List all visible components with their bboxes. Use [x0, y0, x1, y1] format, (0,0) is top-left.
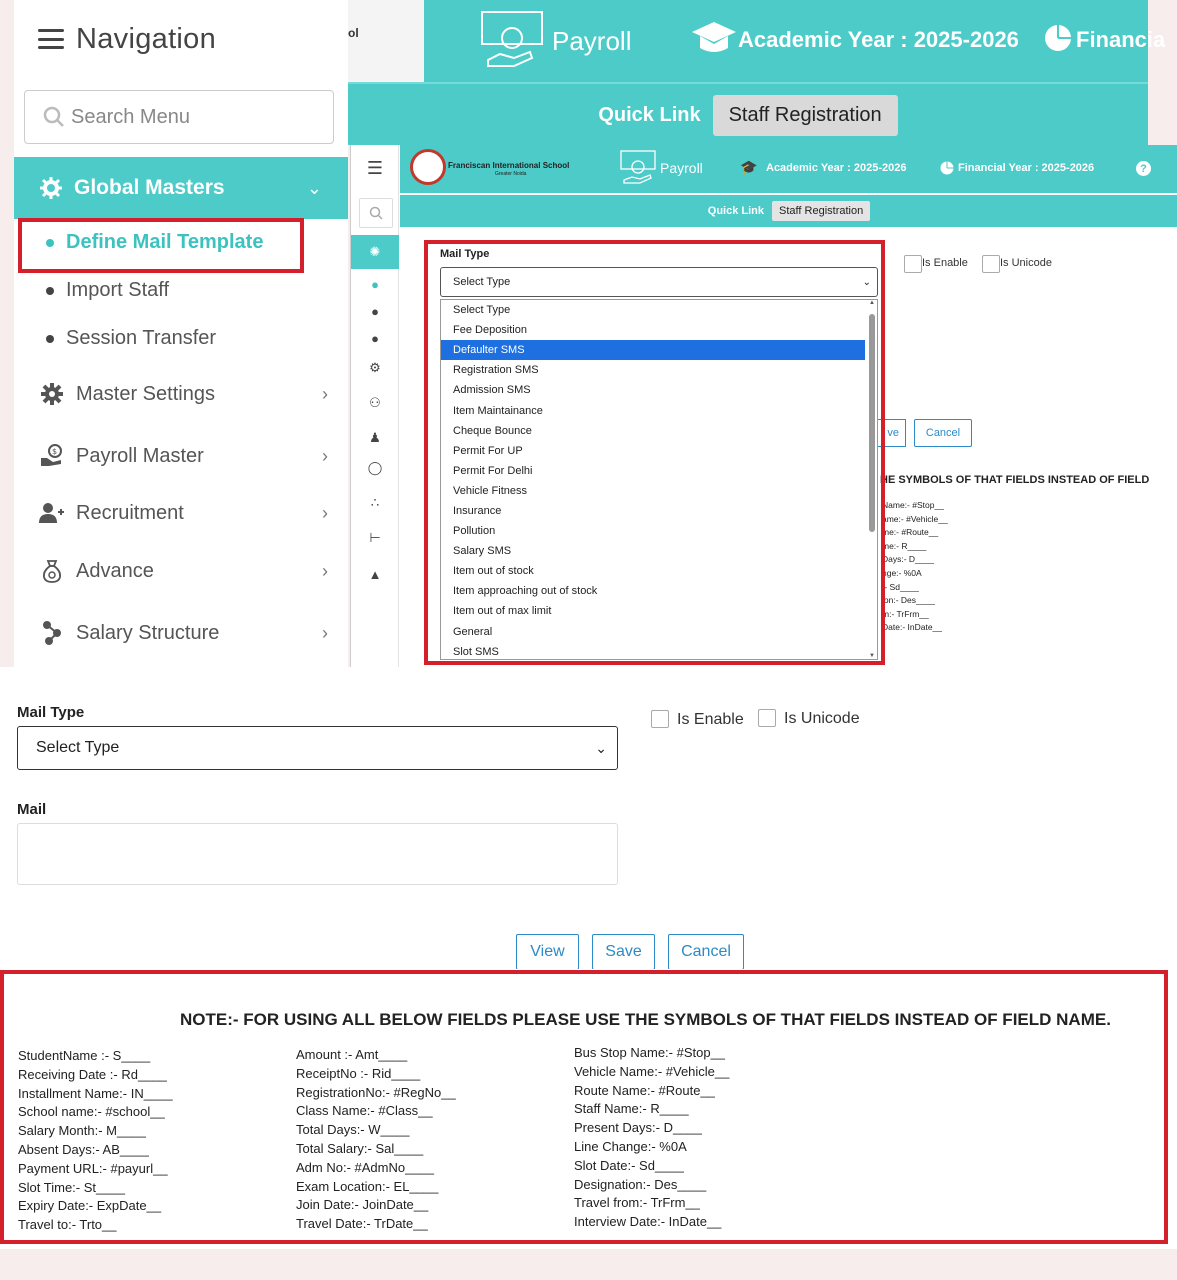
is-unicode-checkbox[interactable] [982, 255, 1000, 273]
field-symbol: Present Days:- D____ [574, 1120, 702, 1136]
money-bag-icon[interactable]: ◯ [367, 460, 383, 475]
menu-item-label: Recruitment [76, 501, 184, 524]
field-symbol: Class Name:- #Class__ [296, 1103, 433, 1119]
sub-item-label: Define Mail Template [66, 231, 264, 253]
menu-item-master-settings[interactable] [38, 380, 328, 408]
field-symbol: Receiving Date :- Rd____ [18, 1066, 167, 1082]
banner-payroll[interactable]: Payroll [552, 26, 632, 56]
sub-item-session-transfer[interactable] [46, 327, 216, 350]
add-user-icon [38, 499, 66, 527]
menu-item-advance[interactable] [38, 557, 328, 585]
field-symbol: Adm No:- #AdmNo____ [296, 1159, 435, 1175]
school-name: Franciscan International School [448, 161, 570, 170]
gear-icon [38, 380, 66, 408]
gear-icon[interactable]: ⚙ [369, 360, 381, 375]
field-symbol: RegistrationNo:- #RegNo__ [296, 1084, 456, 1100]
field-symbol-partial: Days:- D____ [882, 554, 934, 565]
svg-text:$: $ [52, 447, 58, 456]
menu-item-label: Salary Structure [76, 621, 220, 644]
field-symbol-partial: me:- #Route__ [882, 527, 939, 538]
note-heading: NOTE:- FOR USING ALL BELOW FIELDS PLEASE USE THE SYMBOLS OF THAT FIELDS INSTEAD OF FIELD NAME. [180, 1010, 1111, 1029]
dropdown-option[interactable]: Select Type [453, 304, 511, 317]
dropdown-option[interactable]: Permit For Delhi [453, 464, 533, 477]
select-value: Select Type [453, 276, 511, 288]
chevron-right-icon: › [322, 502, 328, 523]
mail-label: Mail [17, 801, 47, 818]
payroll-icon [620, 150, 656, 186]
field-symbol: Payment URL:- #payurl__ [18, 1160, 168, 1176]
partial-fields-list [882, 499, 948, 635]
menu-item-payroll-master[interactable] [38, 442, 328, 470]
menu-item-label: Advance [76, 559, 154, 582]
highlight-box-note [0, 970, 1168, 1244]
menu-item-label: Payroll Master [76, 444, 204, 467]
field-symbol: Expiry Date:- ExpDate__ [18, 1198, 162, 1214]
field-symbol: Line Change:- %0A [574, 1138, 687, 1154]
field-symbol: Join Date:- JoinDate__ [296, 1197, 429, 1213]
scroll-down-icon[interactable]: ▼ [869, 653, 875, 659]
dropdown-option[interactable]: General [453, 625, 493, 638]
payroll-master-icon [38, 442, 66, 470]
search-icon [43, 106, 65, 128]
select-value: Select Type [36, 739, 120, 756]
cancel-button[interactable]: Cancel [668, 934, 744, 970]
chevron-right-icon: › [322, 560, 328, 581]
dropdown-option[interactable]: Fee Deposition [453, 324, 527, 337]
mini-sidebar [351, 145, 399, 667]
search-icon[interactable] [359, 198, 393, 228]
field-symbol: Slot Date:- Sd____ [574, 1157, 684, 1173]
money-bag-icon [38, 557, 66, 585]
field-symbol: Travel Date:- TrDate__ [296, 1216, 428, 1232]
school-sub: Greater Noida [495, 171, 527, 177]
field-symbol: Bus Stop Name:- #Stop__ [574, 1045, 726, 1060]
dropdown-option[interactable]: Item out of stock [453, 565, 534, 578]
mail-template-form [0, 667, 1177, 969]
field-symbol-partial: ion:- Des____ [882, 595, 935, 606]
field-symbol-partial: m:- TrFrm__ [882, 608, 929, 619]
field-symbol: Salary Month:- M____ [18, 1123, 146, 1139]
field-symbol: Exam Location:- EL____ [296, 1178, 439, 1194]
navigation-panel [14, 0, 348, 676]
menu-item-recruitment[interactable] [38, 499, 328, 527]
search-menu-input[interactable] [24, 90, 334, 144]
global-masters-menu[interactable] [14, 157, 348, 219]
chevron-down-icon: ⌄ [306, 177, 322, 198]
dropdown-option[interactable]: Item out of max limit [453, 605, 552, 618]
dropdown-option[interactable]: Registration SMS [453, 364, 539, 377]
is-enable-label: Is Enable [922, 257, 968, 269]
payroll-master-icon[interactable]: ⚇ [369, 395, 381, 410]
search-placeholder: Search Menu [71, 105, 190, 128]
dropdown-option[interactable]: Insurance [453, 504, 502, 517]
help-icon[interactable]: ? [1136, 161, 1151, 176]
field-symbol-partial: nge:- %0A [882, 567, 922, 578]
mail-type-select[interactable] [17, 726, 618, 770]
dropdown-option[interactable]: Permit For UP [453, 444, 523, 457]
dropdown-option[interactable]: Defaulter SMS [441, 340, 865, 360]
mail-type-label: Mail Type [17, 704, 85, 721]
academic-year[interactable]: Academic Year : 2025-2026 [766, 162, 907, 174]
field-symbol-partial: Name:- #Stop__ [882, 500, 944, 510]
sub-item-import-staff[interactable] [46, 279, 169, 302]
highlight-box-define-mail-template [18, 218, 304, 273]
dropdown-option[interactable]: Salary SMS [453, 545, 512, 558]
field-symbol: Total Days:- W____ [296, 1122, 410, 1138]
mail-type-label: Mail Type [440, 248, 490, 260]
field-symbol: Amount :- Amt____ [296, 1047, 408, 1062]
dropdown-option[interactable]: Slot SMS [453, 645, 499, 658]
field-symbol-partial: ame:- #Vehicle__ [882, 513, 948, 524]
chevron-right-icon: › [322, 383, 328, 404]
field-symbol: Slot Time:- St____ [18, 1179, 125, 1195]
dropdown-option[interactable]: Admission SMS [453, 384, 531, 397]
mail-textarea[interactable] [17, 823, 618, 885]
menu-item-salary-structure[interactable] [38, 619, 328, 647]
is-unicode-checkbox[interactable] [758, 709, 776, 727]
banner-academic-year[interactable]: Academic Year : 2025-2026 [738, 27, 1019, 52]
field-symbol: Absent Days:- AB____ [18, 1141, 149, 1157]
dropdown-option[interactable]: Pollution [453, 525, 496, 538]
field-symbol: StudentName :- S____ [18, 1048, 151, 1063]
field-symbol-partial: :- Sd____ [882, 581, 919, 592]
dropdown-option[interactable]: Cheque Bounce [453, 424, 532, 437]
top-banner [348, 0, 1166, 145]
hamburger-icon[interactable] [38, 29, 64, 49]
pie-chart-icon [1044, 24, 1072, 52]
hamburger-icon[interactable]: ☰ [366, 157, 384, 178]
quick-link-label: Quick Link [598, 103, 701, 126]
field-symbol: Interview Date:- InDate__ [574, 1214, 722, 1230]
globe-gear-icon[interactable]: ✺ [351, 235, 399, 269]
menu-item-label: Master Settings [76, 382, 215, 405]
field-symbol: School name:- #school__ [18, 1104, 165, 1120]
highlight-box-mail-type [424, 240, 885, 665]
globe-gear-icon [38, 175, 64, 201]
dot-icon[interactable]: ● [371, 303, 379, 319]
field-symbol-partial: me:- R____ [882, 540, 927, 551]
field-symbol: Vehicle Name:- #Vehicle__ [574, 1063, 730, 1079]
payroll-icon [480, 10, 546, 70]
dropdown-option[interactable]: Item approaching out of stock [453, 585, 598, 598]
graduation-cap-icon: 🎓 [740, 159, 758, 175]
navigation-title: Navigation [76, 22, 217, 55]
mini-quick-link-row [400, 195, 1177, 227]
is-unicode-label: Is Unicode [1000, 257, 1052, 269]
global-masters-label: Global Masters [74, 176, 225, 199]
banner-info-bar [424, 0, 1166, 82]
field-symbol: Designation:- Des____ [574, 1176, 707, 1192]
mini-top-bar [400, 145, 1177, 193]
is-unicode-label: Is Unicode [784, 710, 860, 727]
save-button-partial[interactable]: ve [874, 419, 906, 447]
is-enable-checkbox[interactable] [904, 255, 922, 273]
scroll-up-icon[interactable]: ▲ [869, 300, 875, 306]
save-button[interactable]: Save [592, 934, 655, 970]
salary-structure-icon[interactable]: ∴ [370, 495, 380, 510]
financial-year[interactable]: Financial Year : 2025-2026 [958, 162, 1095, 174]
dot-icon[interactable]: ● [371, 276, 379, 292]
dot-icon[interactable]: ● [371, 330, 379, 346]
field-symbol: Total Salary:- Sal____ [296, 1140, 424, 1156]
payroll-link[interactable]: Payroll [660, 160, 703, 176]
navigation-header [14, 0, 348, 78]
dropdown-option[interactable]: Vehicle Fitness [453, 484, 527, 497]
field-symbol: Installment Name:- IN____ [18, 1085, 173, 1101]
graduation-cap-icon [692, 20, 736, 56]
chart-icon[interactable]: ▲ [368, 566, 382, 582]
field-symbol: Travel from:- TrFrm__ [574, 1195, 700, 1211]
staff-registration-link[interactable]: Staff Registration [772, 201, 870, 221]
quick-link-label: Quick Link [707, 205, 765, 217]
quick-link-row [348, 86, 1148, 144]
chevron-down-icon: ⌄ [862, 276, 871, 288]
field-symbol: ReceiptNo :- Rid____ [296, 1065, 421, 1081]
cancel-button[interactable]: Cancel [914, 419, 972, 447]
note-heading-partial: HE SYMBOLS OF THAT FIELDS INSTEAD OF FIELD [880, 474, 1150, 486]
banner-financial-year[interactable]: Financia [1076, 27, 1166, 52]
view-button[interactable]: View [516, 934, 579, 970]
chevron-right-icon: › [322, 445, 328, 466]
sub-item-label: Session Transfer [66, 327, 217, 349]
school-logo-fragment: ol [348, 0, 424, 82]
field-symbol: Staff Name:- R____ [574, 1101, 689, 1117]
chevron-down-icon: ⌄ [595, 739, 607, 756]
staff-registration-link[interactable]: Staff Registration [713, 95, 898, 136]
field-symbol: Travel to:- Trto__ [18, 1217, 117, 1233]
school-logo [410, 149, 446, 185]
pie-chart-icon [940, 161, 954, 175]
chevron-right-icon: › [322, 622, 328, 643]
dropdown-option[interactable]: Item Maintainance [453, 404, 543, 417]
salary-structure-icon [38, 619, 66, 647]
field-symbol-partial: Date:- InDate__ [882, 622, 943, 633]
is-enable-checkbox[interactable] [651, 710, 669, 728]
add-user-icon[interactable]: ♟ [369, 430, 381, 445]
field-symbol: Route Name:- #Route__ [574, 1082, 715, 1098]
sub-item-label: Import Staff [66, 279, 170, 301]
is-enable-label: Is Enable [677, 711, 744, 728]
report-icon[interactable]: ⊢ [369, 530, 381, 545]
